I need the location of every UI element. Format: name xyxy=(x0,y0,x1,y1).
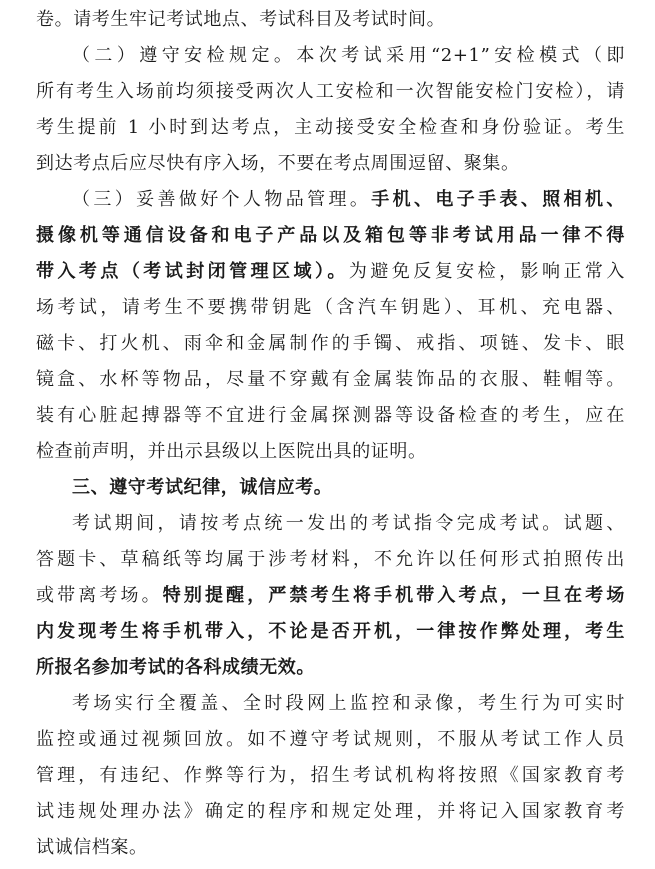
text-line xyxy=(36,506,625,542)
text-line xyxy=(36,74,625,110)
text-line xyxy=(36,146,625,182)
document-body xyxy=(36,2,625,866)
text-line xyxy=(36,614,625,650)
text-segment: 场考试，请考生不要携带钥匙（含汽车钥匙）、耳机、充电器、 xyxy=(36,297,625,318)
text-segment: 试诚信档案。 xyxy=(36,837,148,858)
text-line xyxy=(36,578,625,614)
text-line xyxy=(36,686,625,722)
text-line xyxy=(36,182,625,218)
text-segment: 镜盒、水杯等物品，尽量不穿戴有金属装饰品的衣服、鞋帽等。 xyxy=(36,369,625,390)
text-line xyxy=(36,398,625,434)
text-line xyxy=(36,38,625,74)
text-segment: 考生提前 1 小时到达考点，主动接受安全检查和身份验证。考生 xyxy=(36,117,625,138)
text-line xyxy=(36,218,625,254)
text-segment: 答题卡、草稿纸等均属于涉考材料，不允许以任何形式拍照传出 xyxy=(36,549,625,570)
text-line xyxy=(36,794,625,830)
bold-text-segment: 三、遵守考试纪律，诚信应考。 xyxy=(72,477,333,498)
text-segment: 为避免反复安检，影响正常入 xyxy=(348,261,625,282)
text-line xyxy=(36,758,625,794)
text-segment: 试违规处理办法》确定的程序和规定处理，并将记入国家教育考 xyxy=(36,801,625,822)
text-segment: 装有心脏起搏器等不宜进行金属探测器等设备检查的考生，应在 xyxy=(36,405,625,426)
bold-text-segment: 所报名参加考试的各科成绩无效。 xyxy=(36,657,315,678)
text-segment: 考场实行全覆盖、全时段网上监控和录像，考生行为可实时 xyxy=(72,693,625,714)
text-line xyxy=(36,434,625,470)
text-segment: 卷。请考生牢记考试地点、考试科目及考试时间。 xyxy=(36,9,446,30)
text-segment: 或带离考场。 xyxy=(36,585,163,606)
text-line xyxy=(36,110,625,146)
bold-text-segment: 摄像机等通信设备和电子产品以及箱包等非考试用品一律不得 xyxy=(36,225,625,246)
text-line xyxy=(36,2,625,38)
text-segment: 到达考点后应尽快有序入场，不要在考点周围逗留、聚集。 xyxy=(36,153,520,174)
text-line xyxy=(36,254,625,290)
text-line xyxy=(36,830,625,866)
text-line xyxy=(36,326,625,362)
text-segment: 磁卡、打火机、雨伞和金属制作的手镯、戒指、项链、发卡、眼 xyxy=(36,333,625,354)
text-line xyxy=(36,542,625,578)
text-segment: 所有考生入场前均须接受两次人工安检和一次智能安检门安检），请 xyxy=(36,81,625,102)
text-segment: 监控或通过视频回放。如不遵守考试规则，不服从考试工作人员 xyxy=(36,729,625,750)
text-segment: 管理，有违纪、作弊等行为，招生考试机构将按照《国家教育考 xyxy=(36,765,625,786)
text-line xyxy=(36,362,625,398)
text-segment: 考试期间，请按考点统一发出的考试指令完成考试。试题、 xyxy=(72,513,625,534)
text-line xyxy=(36,722,625,758)
bold-text-segment: 内发现考生将手机带入，不论是否开机，一律按作弊处理，考生 xyxy=(36,621,625,642)
text-line xyxy=(36,290,625,326)
bold-text-segment: 特别提醒，严禁考生将手机带入考点，一旦在考场 xyxy=(162,585,625,606)
text-line xyxy=(36,470,625,506)
text-segment: （三）妥善做好个人物品管理。 xyxy=(72,189,372,210)
text-segment: 检查前声明，并出示县级以上医院出具的证明。 xyxy=(36,441,427,462)
bold-text-segment: 手机、电子手表、照相机、 xyxy=(371,189,625,210)
text-line xyxy=(36,650,625,686)
text-segment: （二）遵守安检规定。本次考试采用“2+1”安检模式（即 xyxy=(72,45,625,66)
bold-text-segment: 带入考点（考试封闭管理区域）。 xyxy=(36,261,349,282)
